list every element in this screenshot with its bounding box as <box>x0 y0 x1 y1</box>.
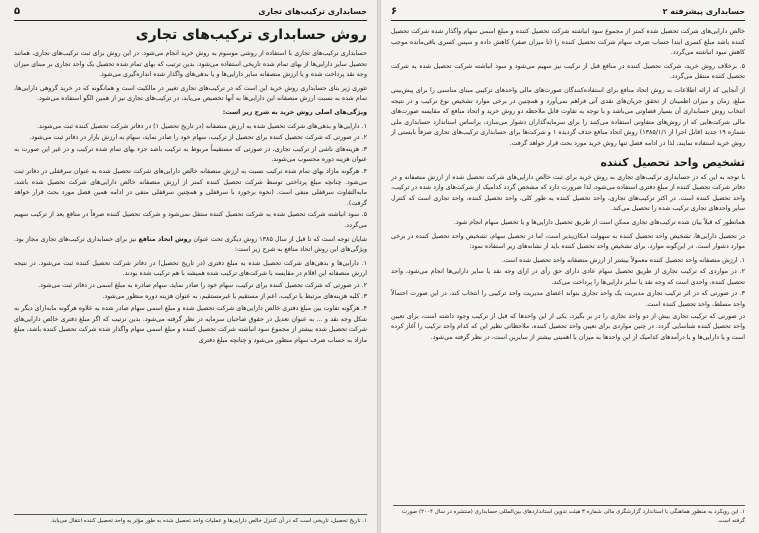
list-item: ۴. هرگونه تفاوت بین مبلغ دفتری خالص دارایی‌های شرکت تحصیل شده و مبلغ اسمی سهام صادر شده به علاوه هرگونه مابه‌ازای دیگر به شکل وجه نقد و ... به عنوان تعدیل در حقوق صاحبان سرمایه در نظر گرفته می‌شود. بدین ترتیب که اگر مبلغ دفتری خالص دارایی‌های شرکت تحصیل شده بیشتر از مجموع سود انباشته شرکت تحصیل کننده و مبلغ اسمی سهام واگذار شده شرکت تحصیل کننده باشد، مبلغ مازاد به حساب صرف سهام منظور می‌شود و چنانچه مبلغ دفتری <box>14 305 367 344</box>
left-page-header <box>14 6 367 21</box>
left-page-number: ۵ <box>14 6 21 17</box>
list-item: ۱. دارایی‌ها و بدهی‌های شرکت تحصیل شده به ارزش منصفانه (در تاریخ تحصیل ۱) در دفاتر شرکت تحصیل کننده ثبت می‌شوند. <box>37 122 367 130</box>
list-item: ۲. در صورتی که شرکت تحصیل کننده برای تحصیل از ترکیب، سهام خود را صادر نماید، سهام به ارزش بازار در دفاتر ثبت می‌شود. <box>29 134 367 142</box>
list-item: ۳. کلیه هزینه‌های مرتبط با ترکیب، اعم از مستقیم یا غیرمستقیم، به عنوان هزینه دوره منظور می‌شود. <box>102 293 367 301</box>
list-item: ۲. در مواردی که ترکیب تجاری از طریق تحصیل سهام عادی دارای حق رأی در ازای وجه نقد یا سایر دارایی‌ها انجام می‌شود، واحد تحصیل کننده، واحدی است که وجه نقد یا سایر دارایی‌ها را پرداخت می‌کند. <box>391 268 745 286</box>
right-intro-paragraph-3: از آنجایی که ارائه اطلاعات به روش اتحاد منافع برای استفاده‌کنندگان صورت‌های مالی واحدهای ترکیبی مبنای مناسبی را برای پیش‌بینی مبلغ، زمان و میزان اطمینان از تحقق جریان‌های نقدی آتی فراهم نمی‌آورد و همچنین در برخی موارد تشخیص نوع ترکیب و در نتیجه انتخاب روش حسابداری آن بسیار قضاوتی می‌باشد و با توجه به تفاوت قابل ملاحظه دو روش خرید و اتحاد منافع که مقایسه صورت‌های مالی شرکت‌هایی که از روش‌های متفاوتی استفاده می‌کنند را برای سرمایه‌گذاران دشوار می‌سازد، براساس استاندارد حسابداری ملی شماره ۱۹ جدید (قابل اجرا از ۱۳۸۵/۱/۱) روش اتحاد منافع حذف گردیده ۱ و شرکت‌ها برای حسابداری ترکیب‌های تجاری صرفاً بایستی از روش خرید استفاده نمایند، لذا در ادامه فصل تنها روش خرید مورد بحث قرار خواهد گرفت. <box>391 86 746 147</box>
list-item: ۱. دارایی‌ها و بدهی‌های شرکت تحصیل شده به مبلغ دفتری (در تاریخ تحصیل) در دفاتر شرکت تحصیل کننده ثبت می‌شود. در نتیجه ارزش منصفانه این اقلام در مقایسه با شرکت‌های ترکیب شده همیشه با هم ترکیب شده بودند. <box>14 259 367 278</box>
pooling-paragraph-prefix: شایان توجه است که تا قبل از سال ۱۳۸۵ روش دیگری تحت عنوان <box>191 235 368 243</box>
pooling-paragraph-bold: روش اتحاد منافع <box>138 235 192 243</box>
book-gutter <box>377 0 381 533</box>
right-page <box>379 0 759 533</box>
list-item: ۴. هرگونه مازاد بهای تمام شده ترکیب نسبت به ارزش منصفانه خالص دارایی‌های شرکت تحصیل شده به عنوان سرقفلی در دفاتر ثبت می‌شود. چنانچه مبلغ پرداختی توسط شرکت تحصیل کننده کمتر از ارزش منصفانه خالص دارایی‌های شرکت تحصیل شده باشد، مابه‌التفاوت سرقفلی منفی است. (نحوه برخورد با سرقفلی و همچنین سرقفلی منفی در ادامه همین فصل مورد بحث قرار خواهد گرفت). <box>14 167 367 207</box>
right-page-header <box>391 6 745 21</box>
list-item: ۳. هزینه‌های ناشی از ترکیب تجاری، در صورتی که مستقیماً مربوط به ترکیب باشد جزء بهای تمام شده ترکیب و در غیر این صورت به عنوان هزینه دوره محسوب می‌شوند. <box>14 145 367 164</box>
purchase-method-list <box>14 122 367 232</box>
pooling-method-list <box>14 259 367 347</box>
list-item: ۵. سود انباشته شرکت تحصیل شده به شرکت تحصیل کننده منتقل نمی‌شود و شرکت تحصیل کننده صرفاً در منافع بعد از ترکیب سهیم می‌گردد. <box>14 211 367 229</box>
list-item: در صورتی که ترکیب تجاری بیش از دو واحد تجاری را در بر بگیرد، یکی از این واحدها که قبل از ترکیب وجود داشته است، برای تعیین واحد تحصیل کننده شناسایی گردد. در چنین مواردی برای تعیین واحد تحصیل کننده، ملاحظاتی نظیر این که کدام واحد ترکیب را آغاز کرده است و یا دارایی‌ها و یا درآمدهای کدامیک از این واحدها به میزان با اهمیتی بیشتر از سایرین است، در نظر گرفته می‌شود. <box>391 312 745 341</box>
left-page <box>0 0 379 533</box>
left-intro-paragraph-2: تئوری زیر بنای حسابداری روش خرید این است که در ترکیب‌های تجاری تغییر در مالکیت است و همانگونه که در خرید گروهی دارایی‌ها، تمام شده به نسبت ارزش منصفانه این دارایی‌ها به آنها تخصیص می‌یابد، در ترکیب‌های تجاری نیز از همین الگو استفاده می‌شود. <box>14 84 367 103</box>
section-paragraph-2: همانطور که قبلاً بیان شده ترکیب‌های تجاری ممکن است از طریق تحصیل دارایی‌ها و یا تحصیل سهام انجام شود. <box>453 218 745 226</box>
pooling-paragraph-suffix: نیز برای حسابداری ترکیب‌های تجاری مجاز بود. ویژگی‌های این روش اتحاد منافع به شرح زیر است: <box>14 235 367 254</box>
section-title: تشخیص واحد تحصیل کننده <box>600 155 745 169</box>
acquirer-indicators-list <box>391 256 745 344</box>
right-page-footnote: ۱. این رویکرد به منظور هماهنگی با استاندارد گزارشگری مالی شماره ۳ هیئت تدوین استانداردهای بین‌المللی حسابداری (منتشره در سال ۲۰۰۴) صورت گرفته است. <box>393 505 745 525</box>
section-paragraph-3: در تحصیل دارایی‌ها، تشخیص واحد تحصیل کننده به سهولت امکان‌پذیر است، اما در تحصیل سهام، تشخیص واحد تحصیل کننده در برخی موارد دشوار است. در این‌گونه موارد، برای تشخیص واحد تحصیل کننده باید از نشانه‌های زیر استفاده نمود: <box>391 232 745 251</box>
left-intro-paragraph-1: حسابداری ترکیب‌های تجاری با استفاده از روشی موسوم به روش خرید انجام می‌شود. در این روش برای ثبت ترکیب‌های تجاری، همانند تحصیل سایر دارایی‌ها از بهای تمام شده تاریخی استفاده می‌شود. بدین ترتیب که بهای تمام شده تحصیل یک واحد تجاری بر مبنای میزان وجه نقد پرداخت شده و یا ارزش منصفانه سایر دارایی‌ها و یا بدهی‌های واگذار شده اندازه‌گیری می‌شود. <box>14 50 367 79</box>
section-paragraph-1: با توجه به این که در حسابداری ترکیب‌های تجاری به روش خرید برای ثبت خالص دارایی‌های شرکت تحصیل شده از ارزش منصفانه و در دفاتر شرکت تحصیل کننده از مبلغ دفتری استفاده می‌شود، لذا ضرورت دارد که مشخص گردد کدامیک از شرکت‌های وارد شده در ترکیب، واحد تحصیل کننده است. در اکثر ترکیب‌های تجاری، واحد تحصیل کننده به طور کلی، واحد تحصیل کننده، واحد تجاری است که کنترل سایر واحدهای تجاری ترکیب شده را تحصیل می‌کند. <box>391 173 745 213</box>
pooling-paragraph <box>14 235 367 256</box>
left-page-header-title: حسابداری ترکیب‌های تجاری <box>258 7 367 16</box>
right-page-number: ۶ <box>391 6 398 17</box>
list-item: ۲. در صورتی که شرکت تحصیل کننده برای ترکیب، سهام خود را صادر نماید، سهام صادره به مبلغ اسمی در دفاتر ثبت می‌شود. <box>38 281 367 289</box>
right-intro-paragraph-2: ۵. برخلاف روش خرید، شرکت تحصیل کننده در منافع قبل از ترکیب نیز سهیم می‌شود و سود انباشته شرکت تحصیل شده به شرکت تحصیل کننده منتقل می‌گردد. <box>391 62 745 81</box>
list-item: ۱. ارزش منصفانه واحد تحصیل کننده معمولاً بیشتر از ارزش منصفانه واحد تحصیل شده است. <box>501 256 745 264</box>
right-page-header-title: حسابداری پیشرفته ۲ <box>662 7 745 16</box>
left-page-title: روش حسابداری ترکیب‌های تجاری <box>135 27 367 43</box>
list-item: ۳. در صورتی که در اثر ترکیب تجاری مدیریت یک واحد تجاری بتواند اعضای مدیریت واحد ترکیبی را انتخاب کند، در این صورت احتمالاً واحد مسلط، واحد تحصیل کننده است. <box>391 290 745 309</box>
right-intro-paragraph-1: خالص دارایی‌های شرکت تحصیل شده کمتر از مجموع سود انباشته شرکت تحصیل کننده و مبلغ اسمی سهام واگذار شده شرکت تحصیل کننده باشد مبلغ کسری ابتدا حساب صرف سهام شرکت تحصیل کننده را (تا میزان صفر) کاهش داده و سپس کسری باقی‌مانده موجب کاهش سود انباشته می‌گردد. <box>391 28 745 57</box>
left-page-footnote: ۱. تاریخ تحصیل، تاریخی است که در آن کنترل خالص دارایی‌ها و عملیات واحد تحصیل شده به طور مؤثر به واحد تحصیل کننده انتقال می‌یابد. <box>14 514 367 526</box>
left-intro-paragraph-3: ویژگی‌های اصلی روش خرید به شرح زیر است: <box>222 108 367 116</box>
